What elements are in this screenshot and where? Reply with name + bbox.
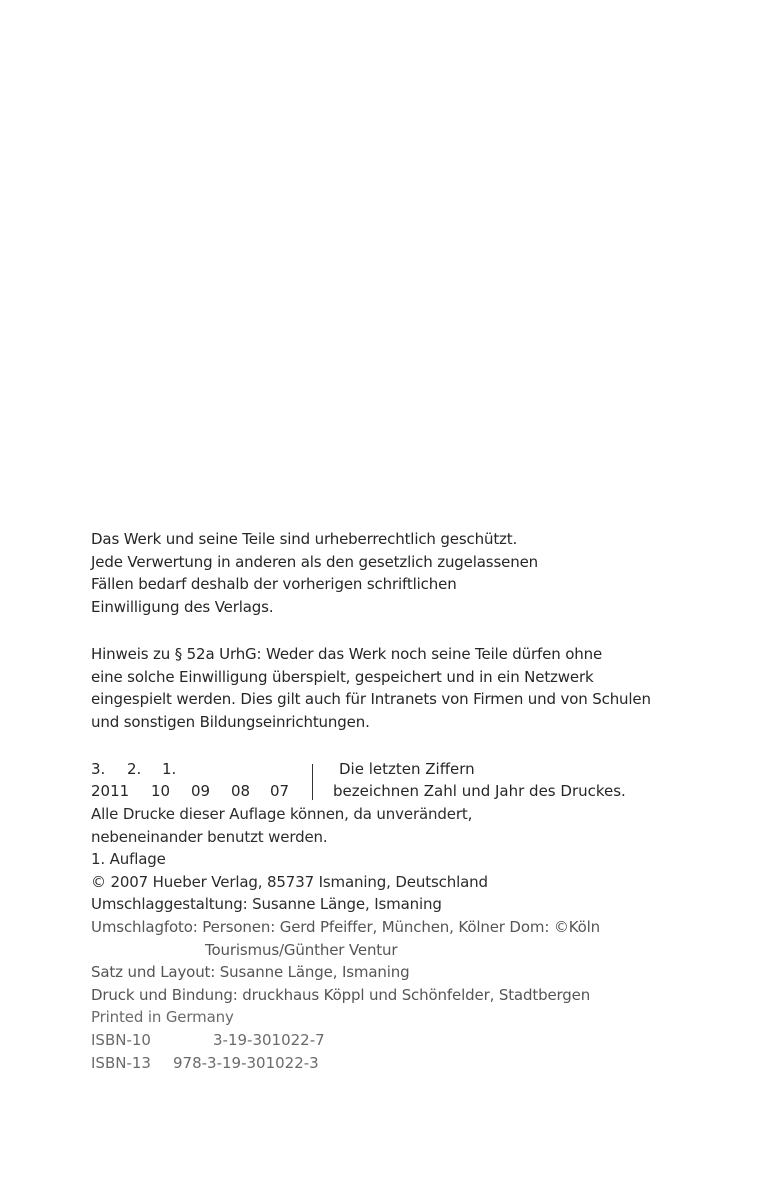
isbn10-label: ISBN-10 [91, 1030, 151, 1049]
isbn13-value: 978-3-19-301022-3 [173, 1053, 319, 1072]
copyright-line: Einwilligung des Verlags. [91, 597, 274, 616]
edition-number: 1. [162, 760, 177, 778]
cover-photo-credit-continued: Tourismus/Günther Ventur [205, 940, 398, 959]
printing-credit: Druck und Bindung: druckhaus Köppl und Schönfelder, Stadtbergen [91, 985, 591, 1004]
year-number: 10 [151, 782, 171, 800]
cover-photo-credit: Umschlagfoto: Personen: Gerd Pfeiffer, München, Kölner Dom: ©Köln [91, 917, 601, 936]
isbn13-label: ISBN-13 [91, 1053, 151, 1072]
legal-note-line: und sonstigen Bildungseinrichtungen. [91, 712, 370, 731]
legal-note-line: eine solche Einwilligung überspielt, gespeichert und in ein Netzwerk [91, 667, 594, 686]
legal-note-line: Hinweis zu § 52a UrhG: Weder das Werk noch seine Teile dürfen ohne [91, 645, 603, 663]
edition-label: 1. Auflage [91, 850, 166, 869]
year-number: 09 [191, 782, 211, 800]
typesetting-credit: Satz und Layout: Susanne Länge, Ismaning [91, 963, 410, 982]
year-number: 2011 [91, 782, 130, 800]
print-numbers-explanation: Die letzten Ziffern [339, 760, 475, 778]
copyright-line: Fällen bedarf deshalb der vorherigen schriftlichen [91, 575, 457, 594]
edition-number: 2. [127, 760, 142, 778]
copyright-line: Das Werk und seine Teile sind urheberrechtlich geschützt. [91, 530, 518, 548]
legal-note-line: eingespielt werden. Dies gilt auch für Intranets von Firmen und von Schulen [91, 690, 651, 709]
copyright-line: Jede Verwertung in anderen als den gesetzlich zugelassenen [91, 552, 539, 571]
year-number: 08 [231, 782, 251, 800]
print-numbers-divider [312, 764, 313, 800]
cover-design-credit: Umschlaggestaltung: Susanne Länge, Ismaning [91, 895, 442, 914]
imprint-details [91, 803, 731, 1074]
usage-note-line: nebeneinander benutzt werden. [91, 827, 328, 846]
publisher-copyright: © 2007 Hueber Verlag, 85737 Ismaning, Deutschland [91, 872, 488, 891]
usage-note-line: Alle Drucke dieser Auflage können, da unverändert, [91, 805, 473, 823]
isbn10-row [91, 1029, 731, 1052]
printed-in: Printed in Germany [91, 1008, 234, 1027]
isbn10-value: 3-19-301022-7 [213, 1030, 325, 1049]
copyright-notice [91, 528, 691, 618]
isbn13-row [91, 1052, 731, 1075]
year-number: 07 [270, 782, 290, 800]
edition-number: 3. [91, 760, 106, 778]
legal-note [91, 643, 691, 733]
print-numbers-explanation: bezeichnen Zahl und Jahr des Druckes. [333, 782, 626, 800]
